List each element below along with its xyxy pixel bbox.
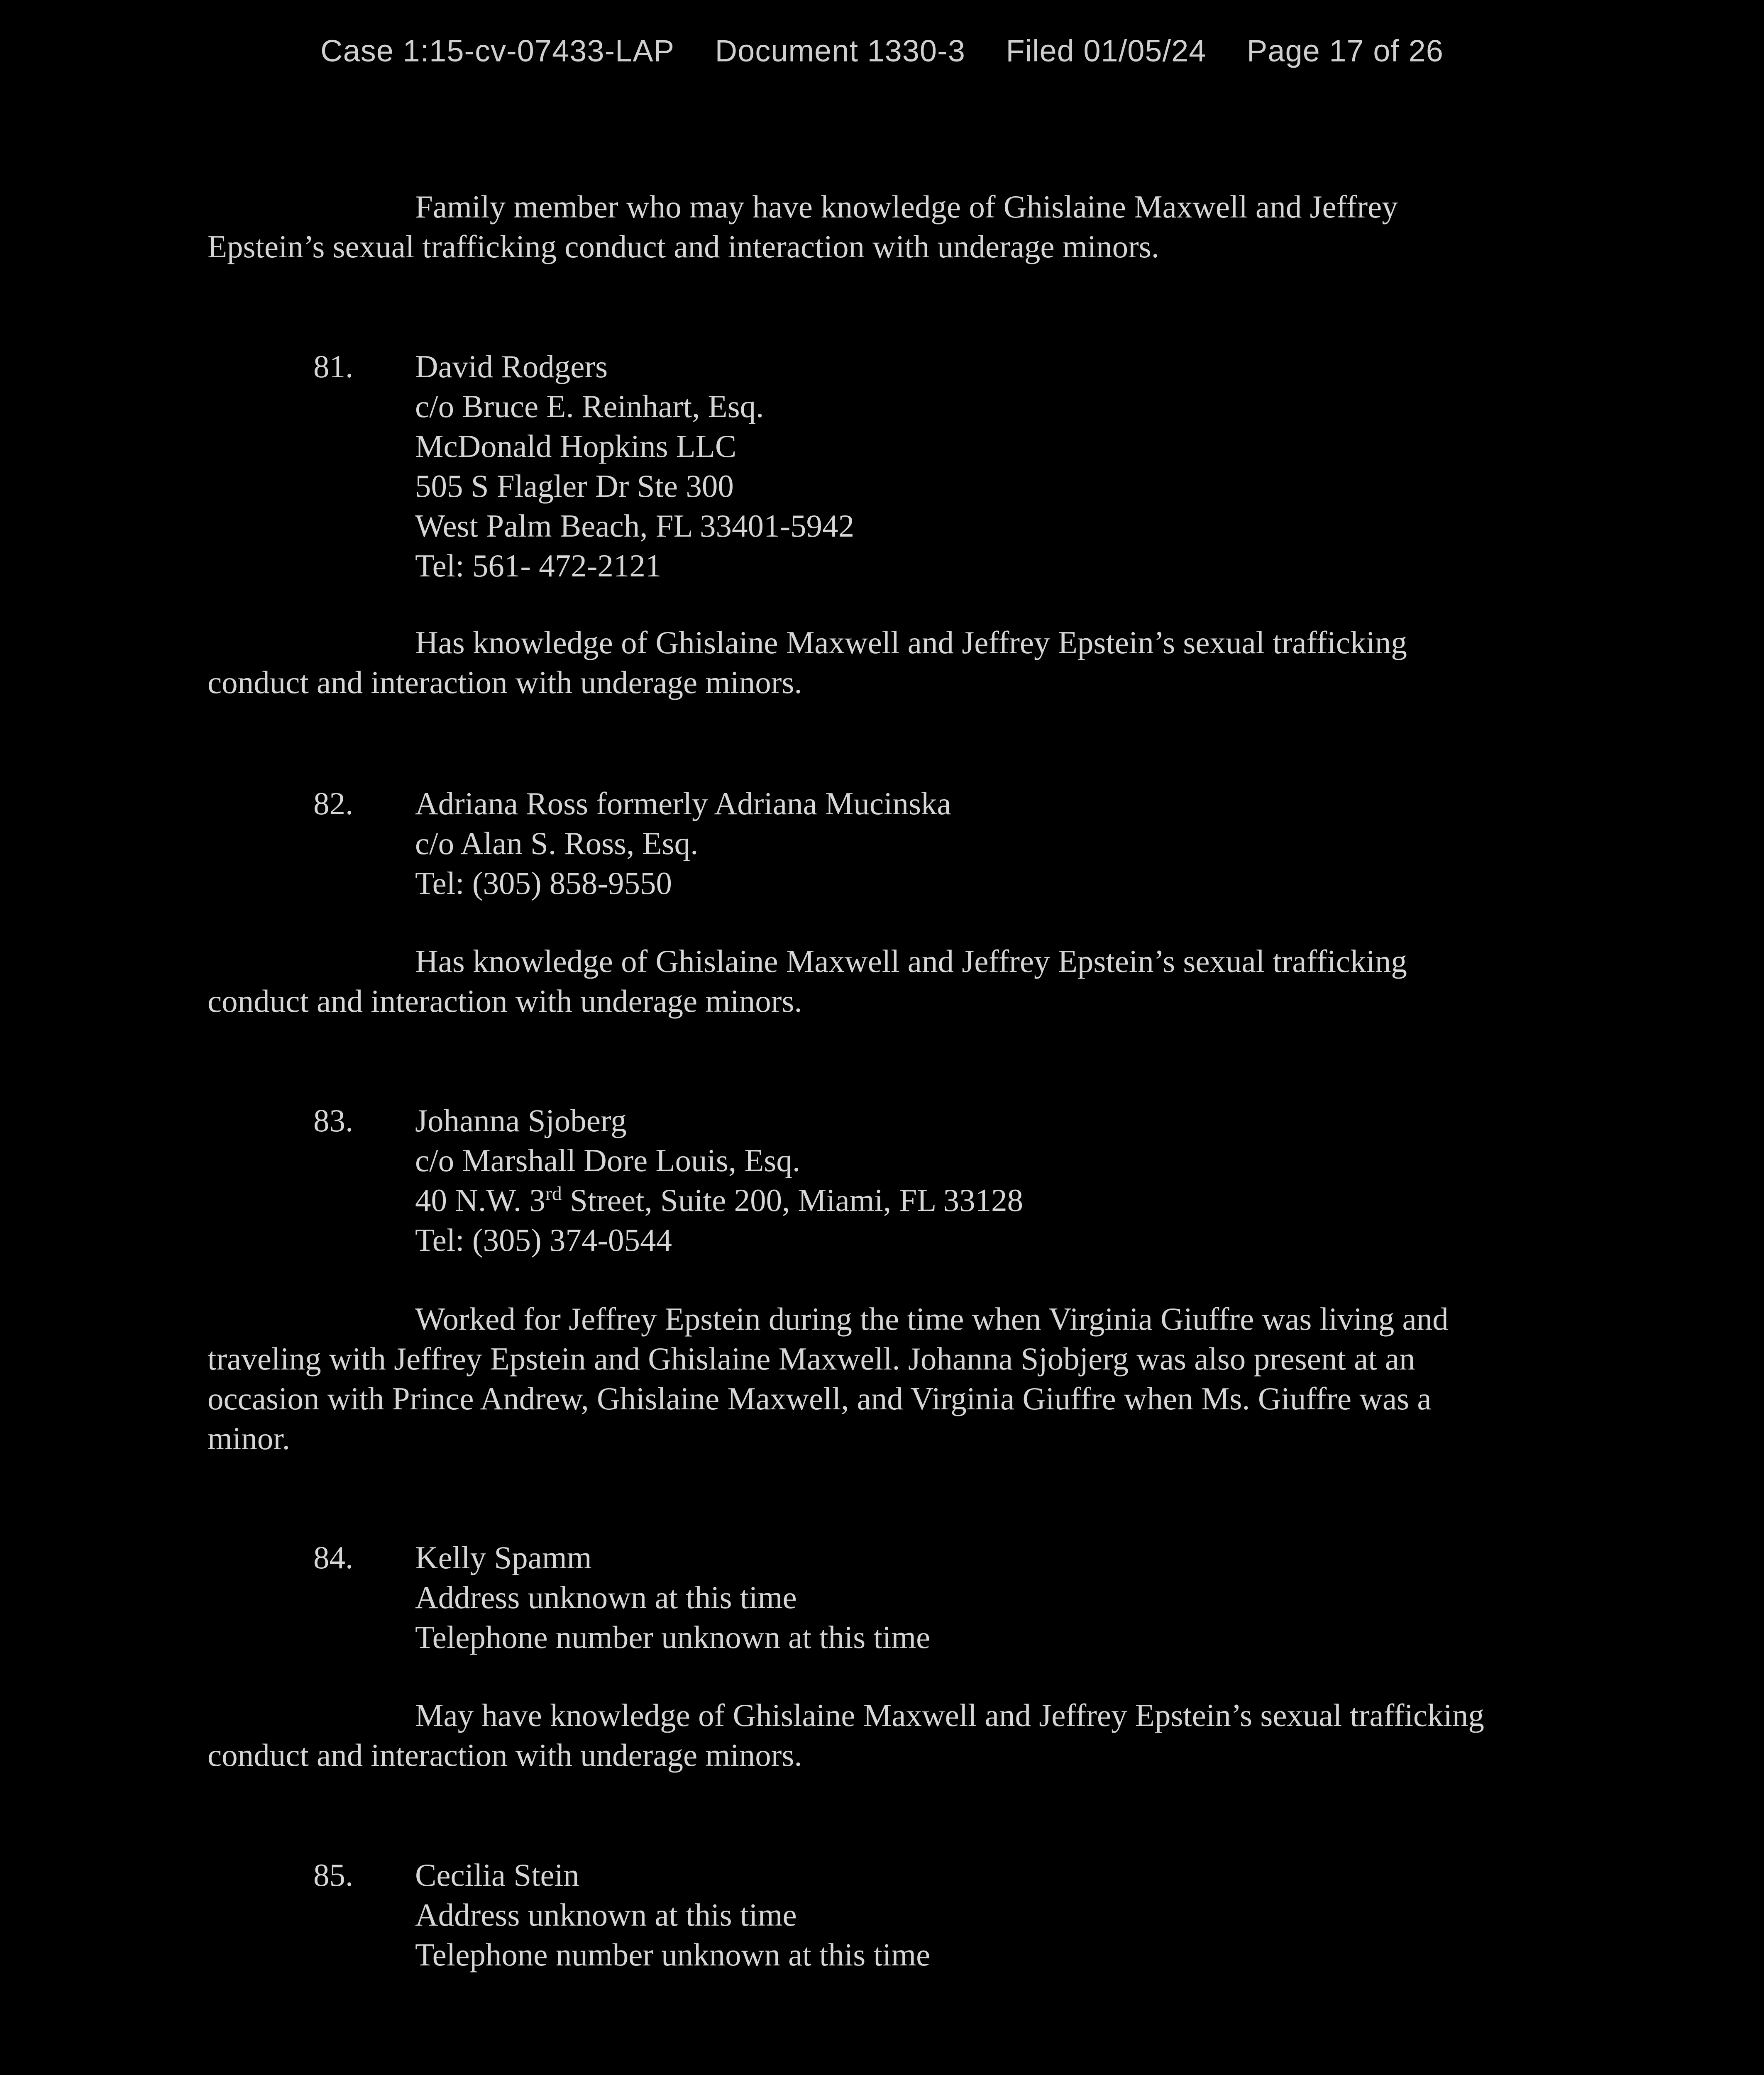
contact-line: Address unknown at this time — [415, 1579, 797, 1615]
intro-paragraph — [208, 187, 1398, 266]
entry-contact — [415, 347, 854, 586]
entry-contact — [415, 1101, 1023, 1260]
contact-line: West Palm Beach, FL 33401-5942 — [415, 508, 855, 544]
entry-number: 81. — [313, 349, 354, 384]
contact-line: Tel: 561- 472-2121 — [415, 548, 662, 583]
witness-name: Adriana Ross formerly Adriana Mucinska — [415, 786, 951, 821]
document-number: Document 1330-3 — [715, 34, 965, 68]
contact-line: c/o Marshall Dore Louis, Esq. — [415, 1142, 801, 1178]
witness-name: Kelly Spamm — [415, 1540, 592, 1575]
paragraph-line: Epstein’s sexual trafficking conduct and interaction with underage minors. — [208, 229, 1159, 264]
entry-number: 83. — [313, 1103, 354, 1138]
entry-number: 85. — [313, 1857, 354, 1893]
entry-number: 84. — [313, 1540, 354, 1575]
entry-82-description — [208, 941, 1407, 1021]
paragraph-line: Worked for Jeffrey Epstein during the time when Virginia Giuffre was living and — [415, 1301, 1449, 1337]
contact-line: McDonald Hopkins LLC — [415, 428, 737, 464]
ordinal-suffix: rd — [545, 1182, 562, 1205]
witness-name: Johanna Sjoberg — [415, 1103, 627, 1138]
contact-line: Tel: (305) 374-0544 — [415, 1222, 672, 1258]
contact-line: Telephone number unknown at this time — [415, 1619, 931, 1655]
paragraph-line: Family member who may have knowledge of Ghislaine Maxwell and Jeffrey — [415, 189, 1398, 225]
entry-number: 82. — [313, 786, 354, 821]
filing-header — [0, 33, 1764, 68]
paragraph-line: traveling with Jeffrey Epstein and Ghislaine Maxwell. Johanna Sjobjerg was also present at an — [208, 1341, 1415, 1377]
entry-83-description — [208, 1299, 1449, 1458]
entry-contact — [415, 1855, 930, 1975]
contact-line: c/o Bruce E. Reinhart, Esq. — [415, 388, 764, 424]
paragraph-line: conduct and interaction with underage minors. — [208, 1737, 802, 1773]
entry-84-description — [208, 1695, 1484, 1775]
witness-name: Cecilia Stein — [415, 1857, 579, 1893]
address-rest: Street, Suite 200, Miami, FL 33128 — [562, 1182, 1024, 1218]
page-of-total: Page 17 of 26 — [1247, 34, 1444, 68]
address-line — [415, 1180, 1023, 1220]
contact-line: Address unknown at this time — [415, 1897, 797, 1933]
filed-date: Filed 01/05/24 — [1006, 34, 1207, 68]
paragraph-line: occasion with Prince Andrew, Ghislaine Maxwell, and Virginia Giuffre when Ms. Giuffre was a — [208, 1381, 1432, 1416]
entry-contact — [415, 1538, 930, 1657]
contact-line: 505 S Flagler Dr Ste 300 — [415, 468, 734, 504]
contact-line: Telephone number unknown at this time — [415, 1937, 931, 1972]
contact-line: Tel: (305) 858-9550 — [415, 865, 672, 901]
entry-81-description — [208, 622, 1407, 702]
paragraph-line: Has knowledge of Ghislaine Maxwell and Jeffrey Epstein’s sexual trafficking — [415, 943, 1407, 979]
paragraph-line: Has knowledge of Ghislaine Maxwell and Jeffrey Epstein’s sexual trafficking — [415, 625, 1407, 660]
address-start: 40 N.W. 3 — [415, 1182, 545, 1218]
paragraph-line: minor. — [208, 1421, 290, 1456]
paragraph-line: May have knowledge of Ghislaine Maxwell and Jeffrey Epstein’s sexual trafficking — [415, 1697, 1484, 1733]
page-number — [0, 2073, 1764, 2075]
entry-contact — [415, 784, 951, 903]
case-number: Case 1:15-cv-07433-LAP — [320, 34, 675, 68]
contact-line: c/o Alan S. Ross, Esq. — [415, 825, 699, 861]
paragraph-line: conduct and interaction with underage minors. — [208, 983, 802, 1019]
witness-name: David Rodgers — [415, 349, 608, 384]
paragraph-line: conduct and interaction with underage minors. — [208, 664, 802, 700]
